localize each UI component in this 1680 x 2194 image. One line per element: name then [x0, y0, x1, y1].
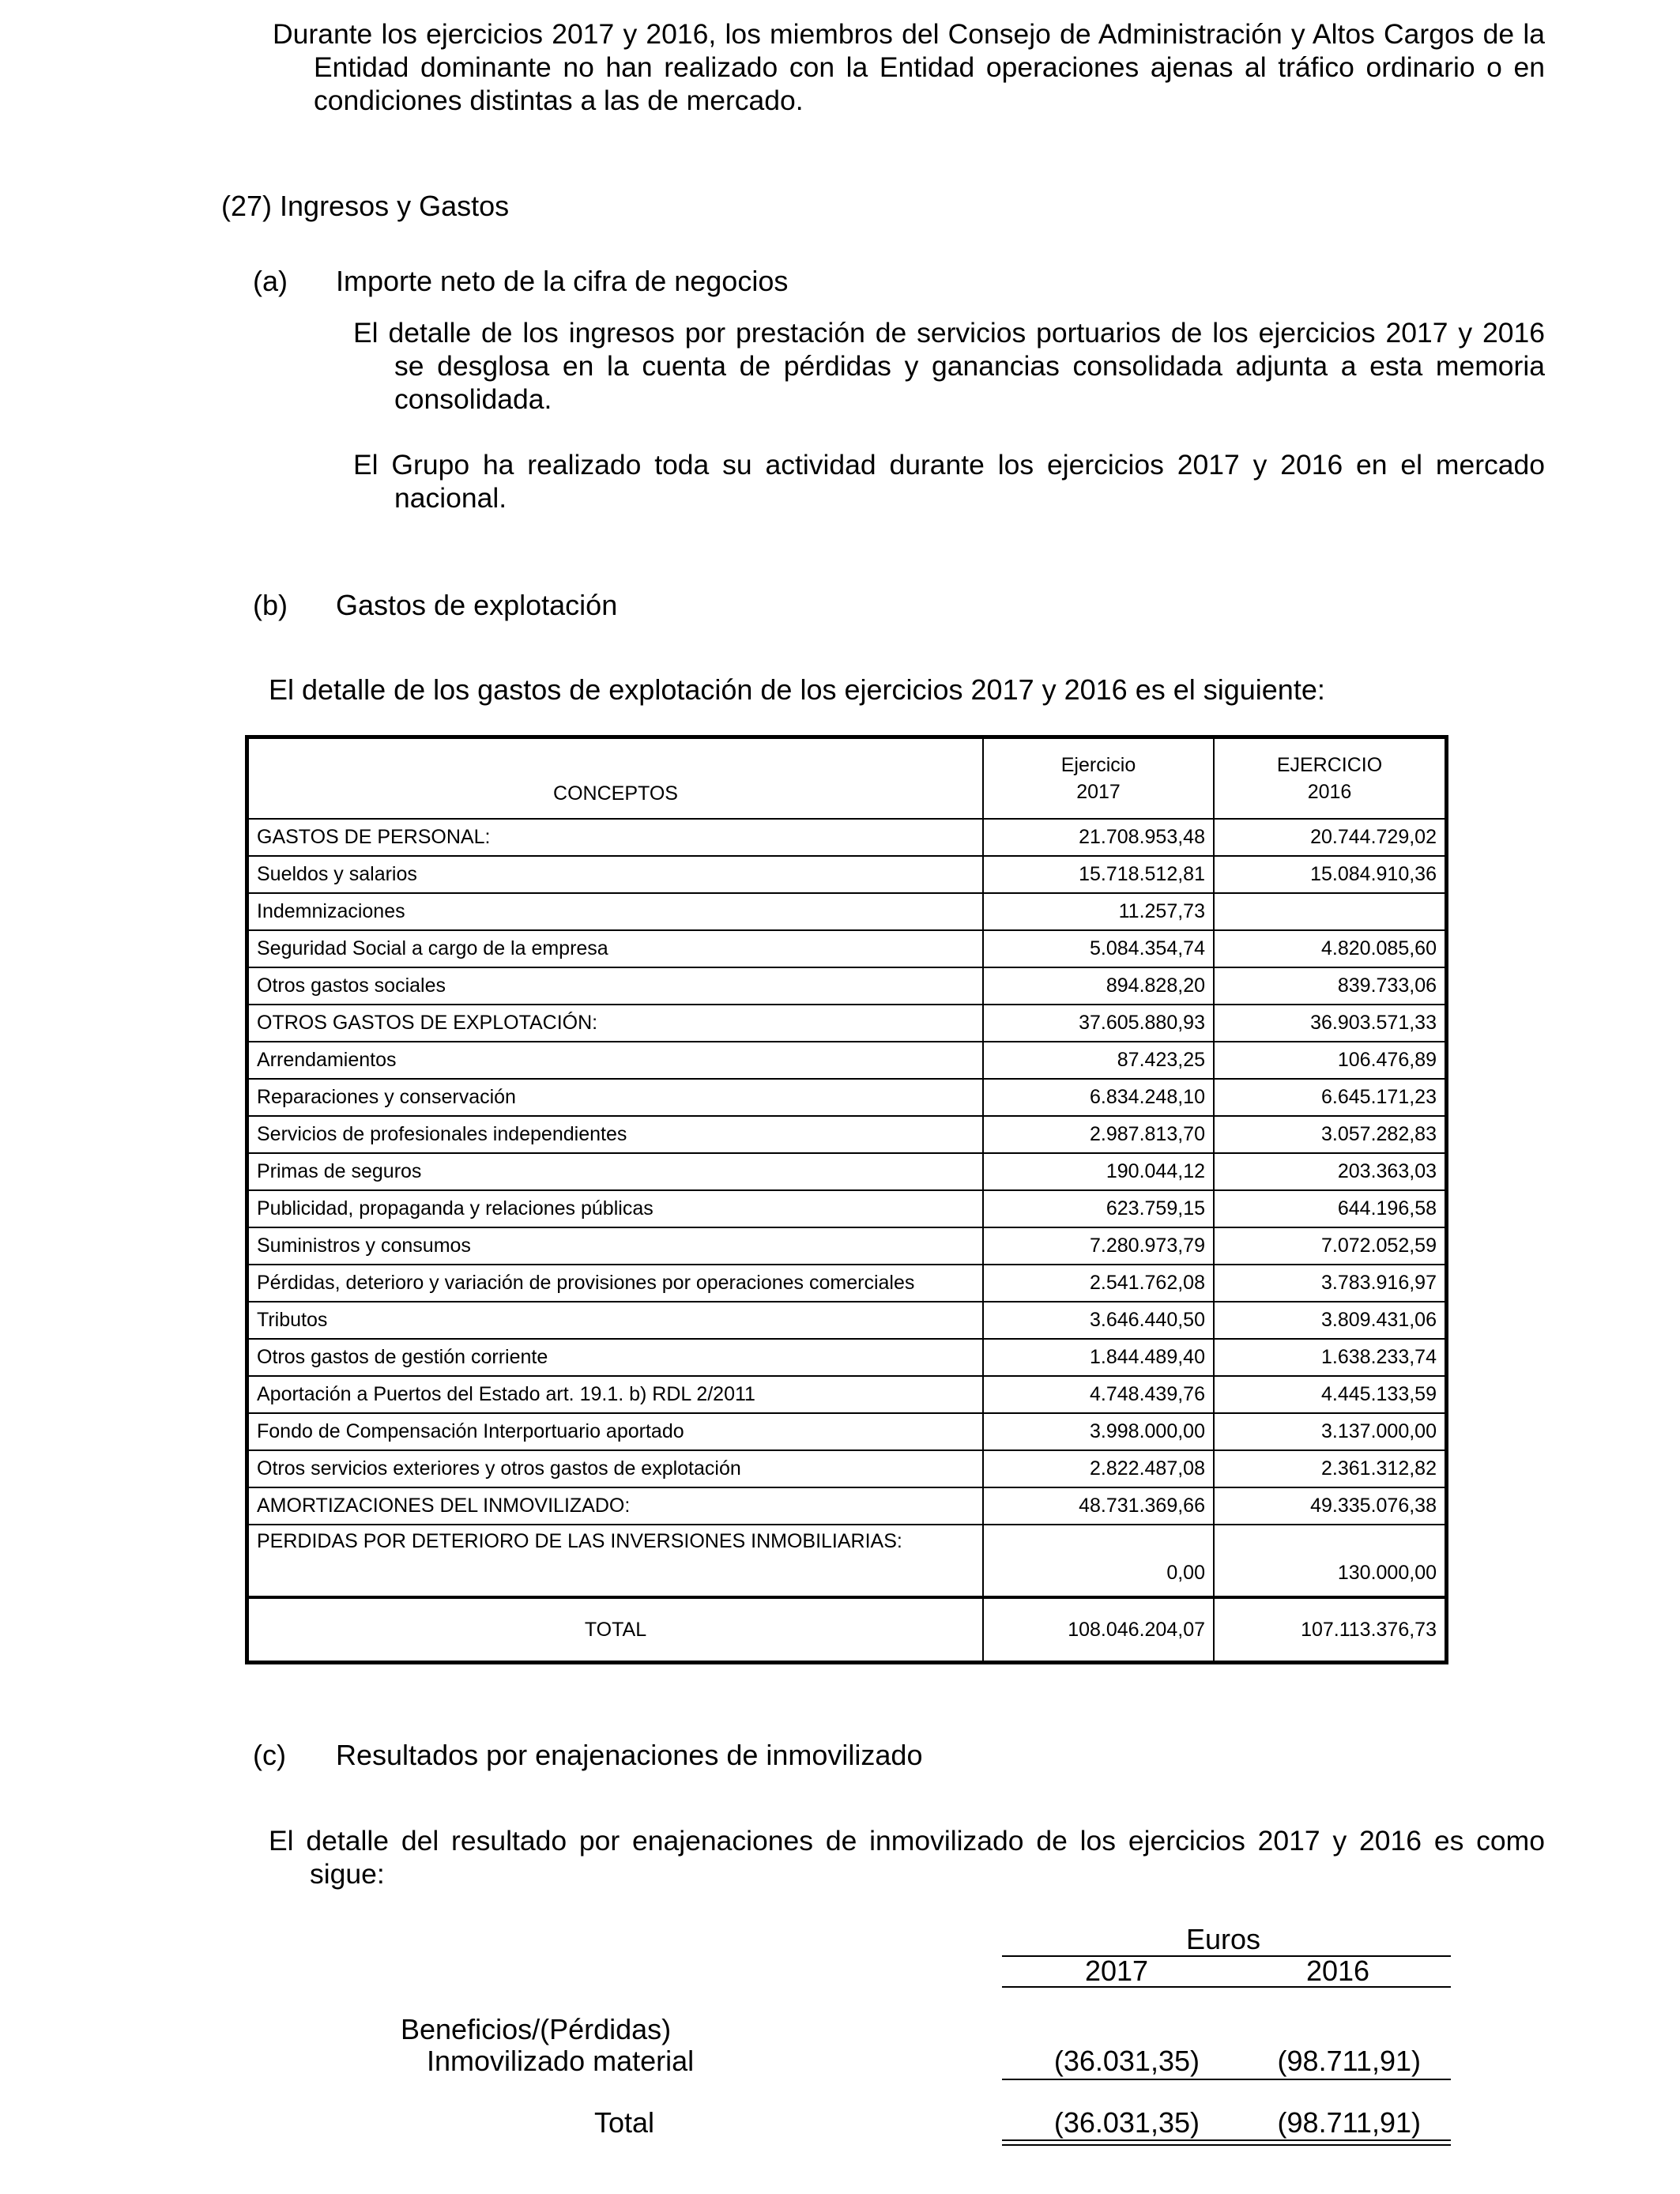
col-header-2016-line1: EJERCICIO: [1276, 754, 1383, 776]
table-row: [248, 1413, 1445, 1450]
sub-c-title: Resultados por enajenaciones de inmovilizado: [336, 1739, 923, 1771]
sub-a-title: Importe neto de la cifra de negocios: [336, 265, 789, 297]
table-header-row: [248, 738, 1445, 819]
concept-cell: OTROS GASTOS DE EXPLOTACIÓN:: [248, 1005, 983, 1042]
value-2016-cell: 4.820.085,60: [1214, 930, 1445, 967]
concept-cell: Reparaciones y conservación: [248, 1079, 983, 1116]
concept-cell: PERDIDAS POR DETERIORO DE LAS INVERSIONES INMOBILIARIAS:: [248, 1525, 983, 1597]
sub-b-title: Gastos de explotación: [336, 589, 618, 621]
sub-a-letter: (a): [253, 265, 288, 297]
row-rule: [1002, 2079, 1451, 2080]
value-2017-cell: 2.987.813,70: [983, 1116, 1214, 1153]
value-2017-cell: 0,00: [983, 1525, 1214, 1597]
col-header-rule: [1002, 1986, 1451, 1988]
value-2016-cell: 1.638.233,74: [1214, 1339, 1445, 1376]
table-row: [248, 1227, 1445, 1265]
euros-header: Euros: [1185, 1923, 1261, 1955]
value-2016-cell: 644.196,58: [1214, 1190, 1445, 1227]
value-2016-cell: 106.476,89: [1214, 1042, 1445, 1079]
value-2017-cell: 623.759,15: [983, 1190, 1214, 1227]
col-header-conceptos: CONCEPTOS: [248, 738, 983, 819]
table-total-row: [248, 1597, 1445, 1661]
col-header-2016: [1214, 738, 1445, 819]
value-2016-cell: 20.744.729,02: [1214, 819, 1445, 856]
total-2017-cell: 108.046.204,07: [983, 1597, 1214, 1661]
value-2017-cell: 2.822.487,08: [983, 1450, 1214, 1487]
table-row: [248, 1376, 1445, 1413]
value-2016-cell: 6.645.171,23: [1214, 1079, 1445, 1116]
group-label: Beneficios/(Pérdidas): [401, 2013, 672, 2045]
value-2016-cell: 4.445.133,59: [1214, 1376, 1445, 1413]
sub-b-letter: (b): [253, 589, 288, 621]
intro-paragraph: Durante los ejercicios 2017 y 2016, los miembros del Consejo de Administración y Altos Cargos de la Entidad dominante no han realizado con la Entidad operaciones ajenas al tráfico ordinario o en condiciones distintas a las de mercado.: [273, 18, 1545, 116]
total-label: Total: [594, 2106, 655, 2139]
value-2017-cell: 15.718.512,81: [983, 856, 1214, 893]
value-2016-cell: 203.363,03: [1214, 1153, 1445, 1190]
table-row: [248, 1339, 1445, 1376]
table-row: [248, 1487, 1445, 1525]
col-header-2017-line2: 2017: [1076, 781, 1121, 803]
concept-cell: Sueldos y salarios: [248, 856, 983, 893]
col-header-2016-line2: 2016: [1307, 781, 1352, 803]
value-2016-cell: 36.903.571,33: [1214, 1005, 1445, 1042]
value-2016-cell: 2.361.312,82: [1214, 1450, 1445, 1487]
table-row: [248, 1116, 1445, 1153]
concept-cell: Otros gastos sociales: [248, 967, 983, 1005]
concept-cell: Seguridad Social a cargo de la empresa: [248, 930, 983, 967]
col-header-2017: [983, 738, 1214, 819]
table-row: [248, 1153, 1445, 1190]
value-2017-cell: 3.998.000,00: [983, 1413, 1214, 1450]
col-2016-header: 2016: [1305, 1955, 1370, 1987]
table-row: [248, 1450, 1445, 1487]
total-rule-top: [1002, 2139, 1451, 2141]
concept-cell: Otros servicios exteriores y otros gastos de explotación: [248, 1450, 983, 1487]
concept-cell: Indemnizaciones: [248, 893, 983, 930]
value-2017-cell: 21.708.953,48: [983, 819, 1214, 856]
total-2016-cell: 107.113.376,73: [1214, 1597, 1445, 1661]
sub-c-letter: (c): [253, 1739, 286, 1771]
value-2017-cell: 6.834.248,10: [983, 1079, 1214, 1116]
table-row: [248, 1042, 1445, 1079]
col-header-2017-line1: Ejercicio: [1060, 754, 1136, 776]
table-row: [248, 1005, 1445, 1042]
value-2017-cell: 7.280.973,79: [983, 1227, 1214, 1265]
value-2016-cell: 130.000,00: [1214, 1525, 1445, 1597]
total-value-2016: (98.711,91): [1277, 2106, 1421, 2139]
concept-cell: Tributos: [248, 1302, 983, 1339]
total-value-2017: (36.031,35): [1053, 2106, 1200, 2139]
concept-cell: AMORTIZACIONES DEL INMOVILIZADO:: [248, 1487, 983, 1525]
table-row: [248, 819, 1445, 856]
value-2016-cell: 3.809.431,06: [1214, 1302, 1445, 1339]
value-2016-cell: 49.335.076,38: [1214, 1487, 1445, 1525]
table-row: [248, 1079, 1445, 1116]
value-2017-cell: 37.605.880,93: [983, 1005, 1214, 1042]
sub-c-intro: El detalle del resultado por enajenaciones de inmovilizado de los ejercicios 2017 y 2016 es como sigue:: [269, 1825, 1545, 1890]
value-2016-cell: 7.072.052,59: [1214, 1227, 1445, 1265]
table-row: [248, 1190, 1445, 1227]
table-row: [248, 1265, 1445, 1302]
concept-cell: Primas de seguros: [248, 1153, 983, 1190]
concept-cell: GASTOS DE PERSONAL:: [248, 819, 983, 856]
concept-cell: Pérdidas, deterioro y variación de provisiones por operaciones comerciales: [248, 1265, 983, 1302]
value-2016-cell: [1214, 893, 1445, 930]
concept-cell: Publicidad, propaganda y relaciones públicas: [248, 1190, 983, 1227]
concept-cell: Suministros y consumos: [248, 1227, 983, 1265]
section-title: (27) Ingresos y Gastos: [221, 190, 510, 222]
value-2017-cell: 2.541.762,08: [983, 1265, 1214, 1302]
gastos-explotacion-table: [247, 737, 1446, 1662]
concept-cell: Arrendamientos: [248, 1042, 983, 1079]
concept-cell: Fondo de Compensación Interportuario aportado: [248, 1413, 983, 1450]
table-row: [248, 1525, 1445, 1597]
value-2017-cell: 4.748.439,76: [983, 1376, 1214, 1413]
value-2016-cell: 3.137.000,00: [1214, 1413, 1445, 1450]
concept-cell: Servicios de profesionales independientes: [248, 1116, 983, 1153]
value-2017-cell: 48.731.369,66: [983, 1487, 1214, 1525]
value-2017-cell: 3.646.440,50: [983, 1302, 1214, 1339]
sub-a-paragraph-2: El Grupo ha realizado toda su actividad durante los ejercicios 2017 y 2016 en el mercado nacional.: [353, 449, 1545, 514]
table-row: [248, 967, 1445, 1005]
value-2016-cell: 839.733,06: [1214, 967, 1445, 1005]
table-row: [248, 1302, 1445, 1339]
value-2016-cell: 3.057.282,83: [1214, 1116, 1445, 1153]
value-2017-cell: 894.828,20: [983, 967, 1214, 1005]
sub-a-paragraph-1: El detalle de los ingresos por prestación de servicios portuarios de los ejercicios 2017 y 2016 se desglosa en la cuenta de pérdidas y ganancias consolidada adjunta a esta memoria consolidada.: [353, 317, 1545, 415]
concept-cell: Aportación a Puertos del Estado art. 19.1. b) RDL 2/2011: [248, 1376, 983, 1413]
value-2016-cell: 3.783.916,97: [1214, 1265, 1445, 1302]
value-2017-cell: 190.044,12: [983, 1153, 1214, 1190]
value-2017-cell: 87.423,25: [983, 1042, 1214, 1079]
row-value-2016: (98.711,91): [1277, 2045, 1421, 2077]
row-value-2017: (36.031,35): [1053, 2045, 1200, 2077]
table-row: [248, 930, 1445, 967]
concept-cell: Otros gastos de gestión corriente: [248, 1339, 983, 1376]
col-2017-header: 2017: [1084, 1955, 1149, 1987]
sub-b-intro: El detalle de los gastos de explotación de los ejercicios 2017 y 2016 es el siguiente:: [269, 673, 1325, 706]
value-2016-cell: 15.084.910,36: [1214, 856, 1445, 893]
value-2017-cell: 11.257,73: [983, 893, 1214, 930]
value-2017-cell: 5.084.354,74: [983, 930, 1214, 967]
table-row: [248, 893, 1445, 930]
total-rule-bottom: [1002, 2144, 1451, 2146]
total-label-cell: TOTAL: [248, 1597, 983, 1661]
value-2017-cell: 1.844.489,40: [983, 1339, 1214, 1376]
table-row: [248, 856, 1445, 893]
row-label-inmovilizado: Inmovilizado material: [427, 2045, 695, 2077]
